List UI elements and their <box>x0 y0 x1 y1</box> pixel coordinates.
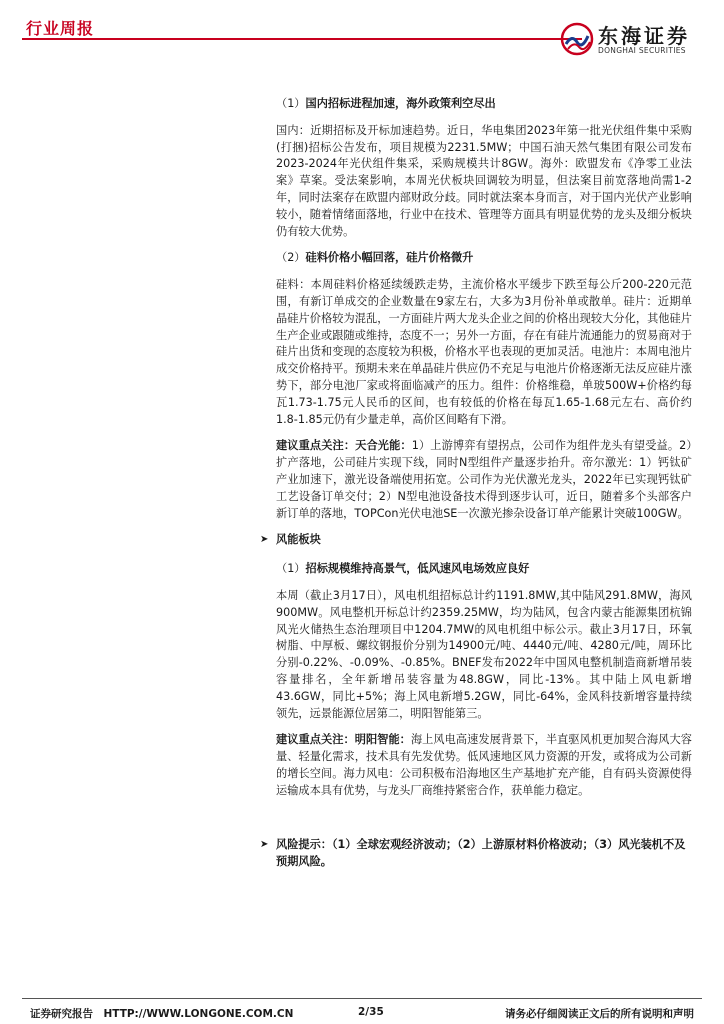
footer-website: 证券研究报告 HTTP://WWW.LONGONE.COM.CN <box>30 1008 294 1020</box>
subheading-title: 国内招标进程加速，海外政策利空尽出 <box>305 97 496 110</box>
logo-chinese-name: 东海证券 <box>598 24 690 48</box>
risk-text: （1）全球宏观经济波动；（2）上游原材料价格波动；（3）风光装机不及预期风险。 <box>276 838 686 869</box>
subheading-number: （1） <box>276 562 306 576</box>
wind-section-bullet <box>260 532 692 549</box>
header-rule <box>22 38 582 40</box>
paragraph-text: 海上风电高速发展背景下，半直驱风机更加契合海风大容量、轻量化需求，技术具有先发优势。低风速地区风力资源的开发，或将成为公司新的增长空间。海力风电：公司积极布沿海地区生产基地扩充产能，自有码头资源使得运输成本具有优势，与龙头厂商维持紧密合作，获单能力稳定。 <box>276 733 692 797</box>
paragraph-lead: 建议重点关注：天合光能： <box>276 439 412 453</box>
pv-paragraph-policy <box>276 123 692 241</box>
footer-rule <box>22 998 702 999</box>
subheading-title: 硅料价格小幅回落，硅片价格微升 <box>305 251 474 265</box>
pv-paragraph-recommend <box>276 438 692 522</box>
paragraph-lead: 建议重点关注：明阳智能： <box>276 733 411 747</box>
section-heading: 风能板块 <box>276 533 321 547</box>
risk-lead: 风险提示： <box>276 838 332 852</box>
wind-subheading-1 <box>276 561 692 578</box>
pv-subheading-2 <box>276 250 692 267</box>
logo-english-name: DONGHAI SECURITIES <box>598 46 686 55</box>
wind-paragraph-recommend <box>276 732 692 799</box>
wind-paragraph-tenders: 本周（截止3月17日），风电机组招标总计约1191.8MW,其中陆风291.8MW，海风900MW。风电整机开标总计约2359.25MW，均为陆风，包含内蒙古能源集团杭锦风光火储热生态治理项目中1204.7MW的风电机组中标公示。截止3月17日，环氧树脂、中厚板、螺纹钢报价分别为14900元/吨、4440元/吨、4280元/吨，周环比分别-0.22%、-0.09%、-0.85%。BNEF发布2022年中国风电整机制造商新增吊装容量排名，全年新增吊装容量为48.8GW，同比-13%。其中陆上风电新增43.6GW，同比+5%；海上风电新增5.2GW，同比-64%，金风科技新增容量持续领先，远景能源位居第二，明阳智能第三。 <box>276 588 692 720</box>
subheading-title: 招标规模维持高景气，低风速风电场效应良好 <box>305 562 530 576</box>
arrow-bullet-icon: ➤ <box>260 534 269 546</box>
donghai-logo <box>560 18 710 64</box>
donghai-emblem-icon <box>560 22 594 56</box>
arrow-bullet-icon: ➤ <box>260 839 269 851</box>
report-type-label: 行业周报 <box>26 19 95 38</box>
risk-warning <box>260 837 692 871</box>
report-body <box>260 96 692 883</box>
pv-subheading-1 <box>276 96 692 113</box>
footer-disclaimer: 请务必仔细阅读正文后的所有说明和声明 <box>505 1008 694 1020</box>
paragraph-lead: 国内： <box>276 123 311 137</box>
subheading-number: （1） <box>276 97 306 110</box>
paragraph-text: 1）上游博弈有望拐点，公司作为组件龙头有望受益。2）扩产落地，公司硅片实现下线，同时N型组件产量逐步抬升。帝尔激光：1）钙钛矿产业加速下，激光设备端使用拓宽。公司作为光伏激光龙头，2022年已实现钙钛矿工艺设备订单交付；2）N型电池设备技术得到逐步认可，近日，随着多个头部客户新订单的落地，TOPCon光伏电池SE一次激光掺杂设备订单产能累计突破100GW。 <box>276 439 692 520</box>
paragraph-text: 近期招标及开标加速趋势。近日，华电集团2023年第一批光伏组件集中采购(打捆)招标公告发布，项目规模为2231.5MW；中国石油天然气集团有限公司发布2023-2024年光伏组件集采，采购规模共计8GW。海外：欧盟发布《净零工业法案》草案。受法案影响，本周光伏板块回调较为明显，但法案目前宽落地尚需1-2年，同时法案存在欧盟内部财政分歧。同时就法案本身而言，对于国内光伏产业影响较小，随着情绪面落地，行业中在技术、管理等方面具有明显优势的龙头及细分板块仍有较大优势。 <box>276 123 692 238</box>
pv-paragraph-prices: 硅料：本周硅料价格延续缓跌走势，主流价格水平缓步下跌至每公斤200-220元范围，有新订单成交的企业数量在9家左右，大多为3月份补单或散单。硅片：近期单晶硅片价格较为混乱，一方面硅片两大龙头企业之间的价格出现较大分化，其他硅片生产企业或跟随或维持，态度不一；另外一方面，存在有硅片流通能力的贸易商对于硅片出货和变现的态度较为积极，价格水平也表现的更加灵活。电池片：本周电池片成交价格持平。预期未来在单晶硅片供应仍不充足与电池片价格逐渐无法反应硅片涨势下，部分电池厂家或将面临减产的压力。组件：价格维稳，单玻500W+价格约每瓦1.73-1.75元人民币的区间，也有较低的价格在每瓦1.65-1.68元左右、高价约1.8-1.85元仍有少量走单，高价区间略有下滑。 <box>276 278 692 426</box>
page-number: 2/35 <box>358 1006 384 1018</box>
subheading-number: （2） <box>276 251 306 265</box>
